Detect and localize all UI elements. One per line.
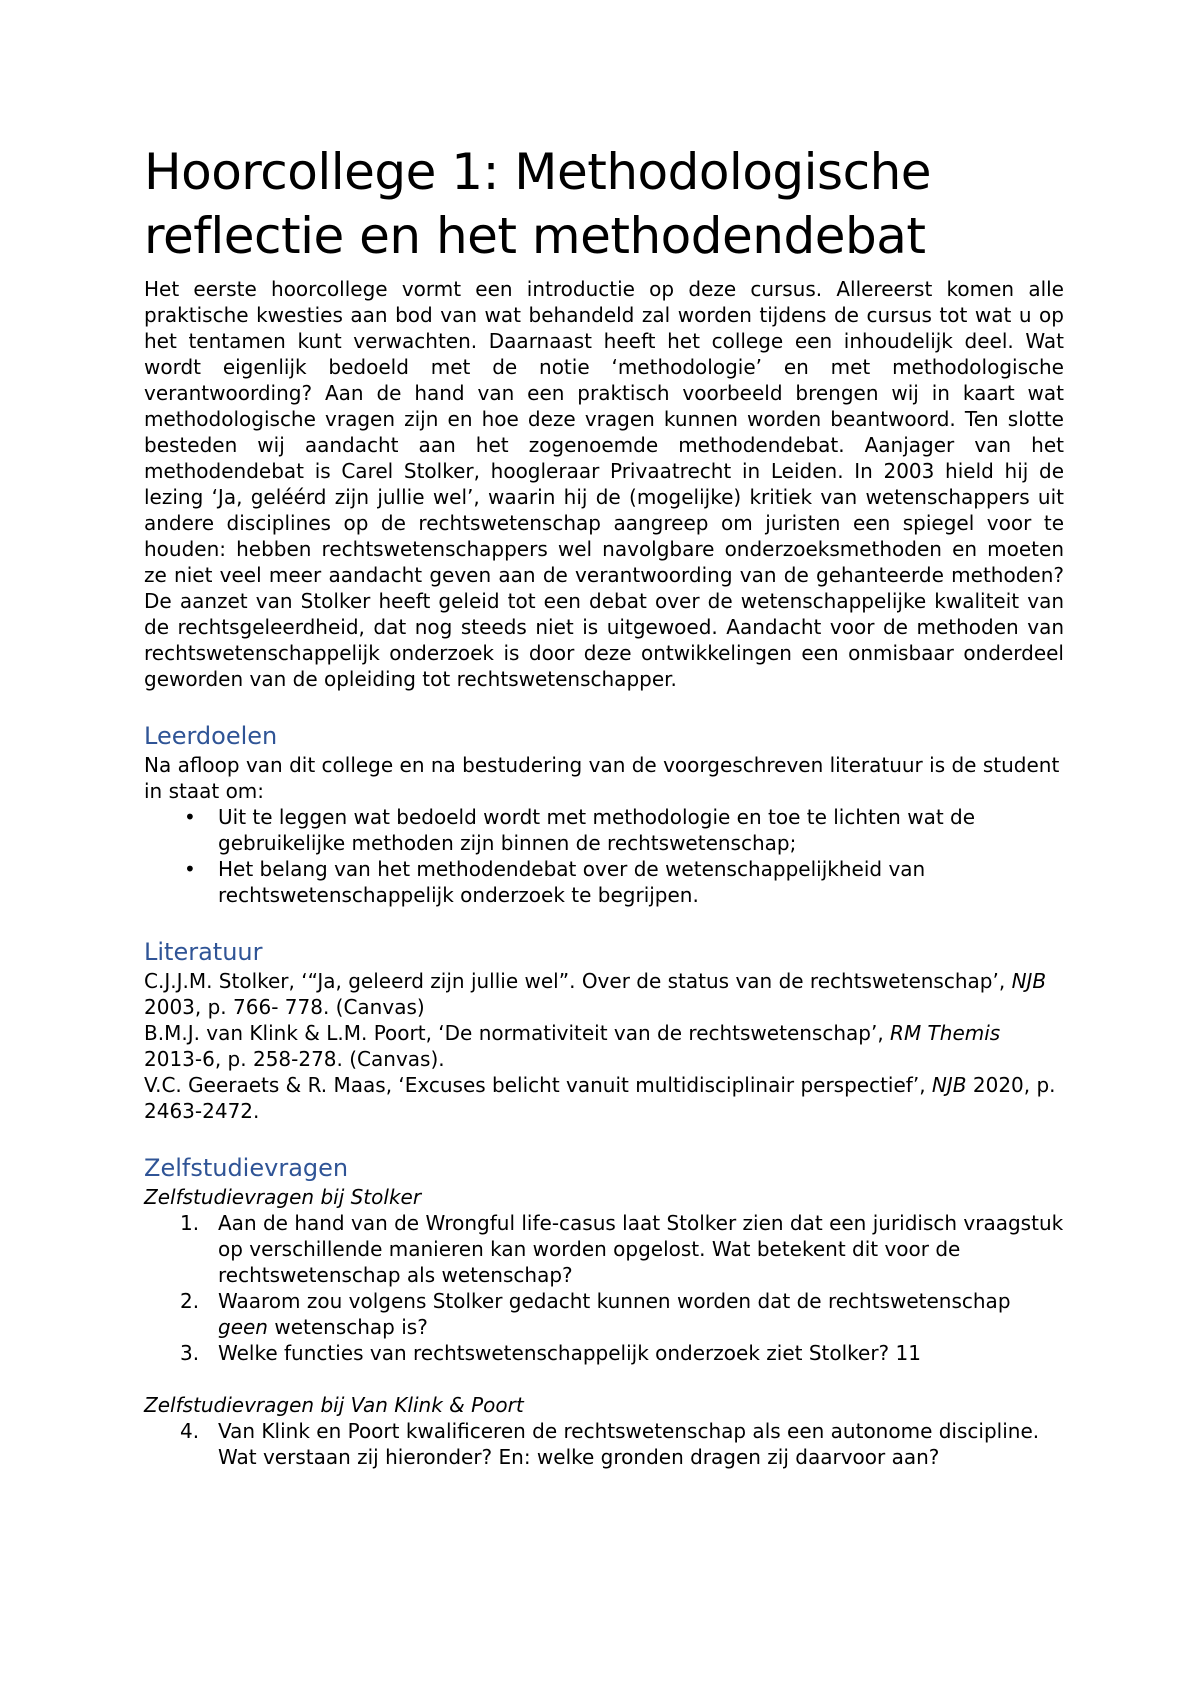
question-item	[144, 1418, 1064, 1470]
question-number: 3.	[180, 1341, 200, 1365]
section-leerdoelen	[144, 720, 1064, 908]
question-text: Aan de hand van de Wrongful life-casus laat Stolker zien dat een juridisch vraagstuk op verschillende manieren kan worden opgelost. Wat betekent dit voor de rechtswetenschap als wetenschap?	[218, 1211, 1064, 1287]
section-heading-literatuur: Literatuur	[144, 938, 263, 966]
page-title: Hoorcollege 1: Methodologische reflectie en het methodendebat	[144, 143, 932, 265]
bullet-marker: •	[184, 857, 196, 881]
question-list-van-klink-poort	[144, 1418, 1064, 1470]
question-text-tail: wetenschap is?	[267, 1315, 428, 1339]
reference-journal: RM Themis	[890, 1021, 1001, 1045]
question-item	[144, 1288, 1064, 1340]
list-item	[144, 804, 1064, 856]
question-item	[144, 1210, 1064, 1288]
section-heading-leerdoelen: Leerdoelen	[144, 722, 278, 750]
question-list-stolker	[144, 1210, 1064, 1366]
reference-journal: NJB	[1011, 969, 1047, 993]
question-text: Waarom zou volgens Stolker gedacht kunnen worden dat de rechtswetenschap	[218, 1289, 1011, 1313]
leerdoelen-list	[144, 804, 1064, 908]
question-emphasis: geen	[218, 1315, 268, 1339]
reference-entry	[144, 1020, 1064, 1072]
section-literatuur	[144, 936, 1064, 1124]
question-text: Van Klink en Poort kwalificeren de rechtswetenschap als een autonome discipline. Wat verstaan zij hieronder? En: welke gronden dragen zij daarvoor aan?	[218, 1419, 1040, 1469]
reference-text: C.J.J.M. Stolker, ‘“Ja, geleerd zijn jullie wel”. Over de status van de rechtswetenschap’,	[144, 969, 1012, 993]
section-zelfstudievragen	[144, 1152, 1064, 1470]
reference-entry	[144, 1072, 1064, 1124]
leerdoelen-lead: Na afloop van dit college en na bestudering van de voorgeschreven literatuur is de student in staat om:	[144, 753, 1060, 803]
question-number: 2.	[180, 1289, 200, 1313]
list-item-text: Uit te leggen wat bedoeld wordt met methodologie en toe te lichten wat de gebruikelijke methoden zijn binnen de rechtswetenschap;	[218, 805, 976, 855]
bullet-marker: •	[184, 805, 196, 829]
subheading-stolker: Zelfstudievragen bij Stolker	[144, 1185, 422, 1209]
reference-details: 2020, p. 2463-2472.	[144, 1073, 1056, 1123]
section-heading-zelfstudievragen: Zelfstudievragen	[144, 1154, 349, 1182]
intro-paragraph: Het eerste hoorcollege vormt een introductie op deze cursus. Allereerst komen alle praktische kwesties aan bod van wat behandeld zal worden tijdens de cursus tot wat u op het tentamen kunt verwachten. Daarnaast heeft het college een inhoudelijk deel. Wat wordt eigenlijk bedoeld met de notie ‘methodologie’ en met methodologische verantwoording? Aan de hand van een praktisch voorbeeld brengen wij in kaart wat methodologische vragen zijn en hoe deze vragen kunnen worden beantwoord. Ten slotte besteden wij aandacht aan het zogenoemde methodendebat. Aanjager van het methodendebat is Carel Stolker, hoogleraar Privaatrecht in Leiden. In 2003 hield hij de lezing ‘Ja, geléérd zijn jullie wel’, waarin hij de (mogelijke) kritiek van wetenschappers uit andere disciplines op de rechtswetenschap aangreep om juristen een spiegel voor te houden: hebben rechtswetenschappers wel navolgbare onderzoeksmethoden en moeten ze niet veel meer aandacht geven aan de verantwoording van de gehanteerde methoden? De aanzet van Stolker heeft geleid tot een debat over de wetenschappelijke kwaliteit van de rechtsgeleerdheid, dat nog steeds niet is uitgewoed. Aandacht voor de methoden van rechtswetenschappelijk onderzoek is door deze ontwikkelingen een onmisbaar onderdeel geworden van de opleiding tot rechtswetenschapper.	[144, 277, 1064, 691]
reference-details: 2013-6, p. 258-278. (Canvas).	[144, 1047, 445, 1071]
reference-text: V.C. Geeraets & R. Maas, ‘Excuses belicht vanuit multidisciplinair perspectief’,	[144, 1073, 932, 1097]
question-text: Welke functies van rechtswetenschappelijk onderzoek ziet Stolker? 11	[218, 1341, 921, 1365]
reference-details: 2003, p. 766- 778. (Canvas)	[144, 995, 425, 1019]
subheading-van-klink-poort: Zelfstudievragen bij Van Klink & Poort	[144, 1393, 524, 1417]
list-item	[144, 856, 1064, 908]
reference-text: B.M.J. van Klink & L.M. Poort, ‘De normativiteit van de rechtswetenschap’,	[144, 1021, 891, 1045]
document-content	[144, 140, 1064, 1470]
reference-journal: NJB	[931, 1073, 967, 1097]
question-number: 1.	[180, 1211, 200, 1235]
reference-entry	[144, 968, 1064, 1020]
question-item	[144, 1340, 1064, 1366]
question-number: 4.	[180, 1419, 200, 1443]
list-item-text: Het belang van het methodendebat over de wetenschappelijkheid van rechtswetenschappelijk onderzoek te begrijpen.	[218, 857, 926, 907]
